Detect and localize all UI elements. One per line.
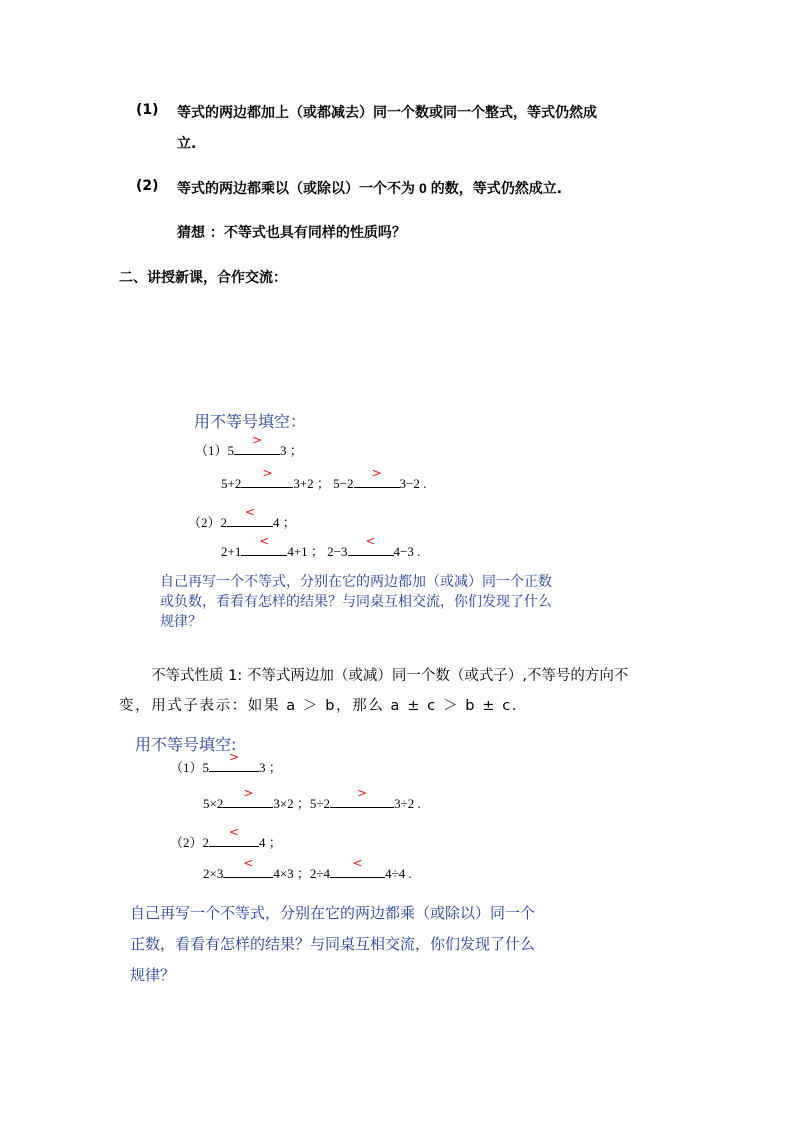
- block1-row3-left: （2）2: [188, 515, 228, 530]
- block1-title: 用不等号填空：: [194, 412, 307, 431]
- block1-row2: [221, 466, 427, 492]
- property-1-continuation: 立.: [177, 136, 197, 152]
- answer-symbol: >: [371, 466, 382, 480]
- block1-row3-right: 4 ；: [273, 515, 296, 530]
- property-2-number: (2): [136, 178, 159, 194]
- block1-row1-right: 3 ；: [280, 443, 303, 458]
- rule-1-line-1: 不等式性质 1: 不等式两边加（或减）同一个数（或式子）,不等号的方向不: [151, 668, 629, 684]
- answer-blank: [348, 534, 394, 556]
- block1-row4-middle: 4+1 ； 2−3: [287, 544, 348, 559]
- answer-symbol: <: [244, 505, 256, 519]
- block2-row3-right: 4 ；: [259, 835, 282, 850]
- answer-symbol: >: [243, 786, 254, 800]
- block2-title: 用不等号填空:: [135, 735, 237, 754]
- block1-row2-right: 3−2 .: [399, 476, 427, 491]
- block1-row4-left: 2+1: [221, 544, 242, 559]
- block2-row1-left: （1）5: [170, 760, 210, 775]
- block2-row2-right: 3÷2 .: [394, 796, 421, 811]
- block2-row4: [203, 856, 412, 882]
- block1-row4-right: 4−3 .: [393, 544, 421, 559]
- answer-blank: [234, 433, 280, 455]
- answer-blank: [330, 856, 385, 878]
- property-2-zero: 0: [419, 180, 427, 196]
- block1-row3: [188, 505, 296, 531]
- block1-row4: [221, 534, 421, 560]
- answer-blank: [227, 505, 273, 527]
- answer-blank: [209, 825, 259, 847]
- answer-blank: [223, 786, 273, 808]
- block2-row1: [170, 750, 282, 776]
- block1-note: 自己再写一个不等式，分别在它的两边都加（或减）同一个正数或负数，看看有怎样的结果？与同桌互相交流，你们发现了什么规律？: [160, 574, 552, 630]
- answer-symbol: <: [352, 856, 363, 870]
- block2-row2: [203, 786, 421, 812]
- block1-row2-left: 5+2: [221, 476, 242, 491]
- answer-blank: [330, 786, 394, 808]
- rule-1-line-2: 变，用式子表示：如果 a ＞ b，那么 a ± c ＞ b ± c.: [119, 698, 519, 714]
- answer-blank: [209, 750, 259, 772]
- block1-row2-middle: 3+2 ； 5−2: [293, 476, 354, 491]
- property-2-text-head: 等式的两边都乘以（或除以）一个不为: [177, 181, 415, 197]
- property-1-number: (1): [136, 102, 159, 118]
- block2-note: 自己再写一个不等式，分别在它的两边都乘（或除以）同一个正数，看看有怎样的结果？与同桌互相交流，你们发现了什么规律？: [130, 904, 536, 984]
- block2-row2-left: 5×2: [203, 796, 224, 811]
- answer-symbol: >: [262, 466, 273, 480]
- block2-row3-left: （2）2: [170, 835, 210, 850]
- block2-row4-right: 4÷4 .: [385, 866, 412, 881]
- section-2-title: 二、讲授新课，合作交流：: [119, 270, 287, 286]
- block2-row1-right: 3 ；: [259, 760, 282, 775]
- answer-symbol: <: [243, 856, 254, 870]
- block2-row4-middle: 4×3 ；2÷4: [273, 866, 331, 881]
- property-2-text-tail: 的数，等式仍然成立.: [430, 181, 563, 197]
- answer-blank: [241, 466, 293, 488]
- answer-symbol: <: [259, 534, 270, 548]
- block2-row4-left: 2×3: [203, 866, 224, 881]
- answer-symbol: <: [365, 534, 376, 548]
- block2-row2-middle: 3×2 ；5÷2: [273, 796, 331, 811]
- answer-symbol: >: [357, 786, 368, 800]
- block2-row3: [170, 825, 282, 851]
- answer-symbol: <: [228, 825, 240, 839]
- answer-blank: [354, 466, 400, 488]
- answer-symbol: >: [251, 433, 263, 447]
- property-2-text: [177, 178, 562, 198]
- answer-blank: [241, 534, 287, 556]
- answer-symbol: >: [228, 750, 240, 764]
- guess-line: 猜想 ：不等式也具有同样的性质吗？: [177, 225, 406, 241]
- property-1-text: 等式的两边都加上（或都减去）同一个数或同一个整式，等式仍然成: [177, 105, 597, 121]
- block1-row1-left: （1）5: [195, 443, 235, 458]
- answer-blank: [223, 856, 273, 878]
- block1-row1: [195, 433, 303, 459]
